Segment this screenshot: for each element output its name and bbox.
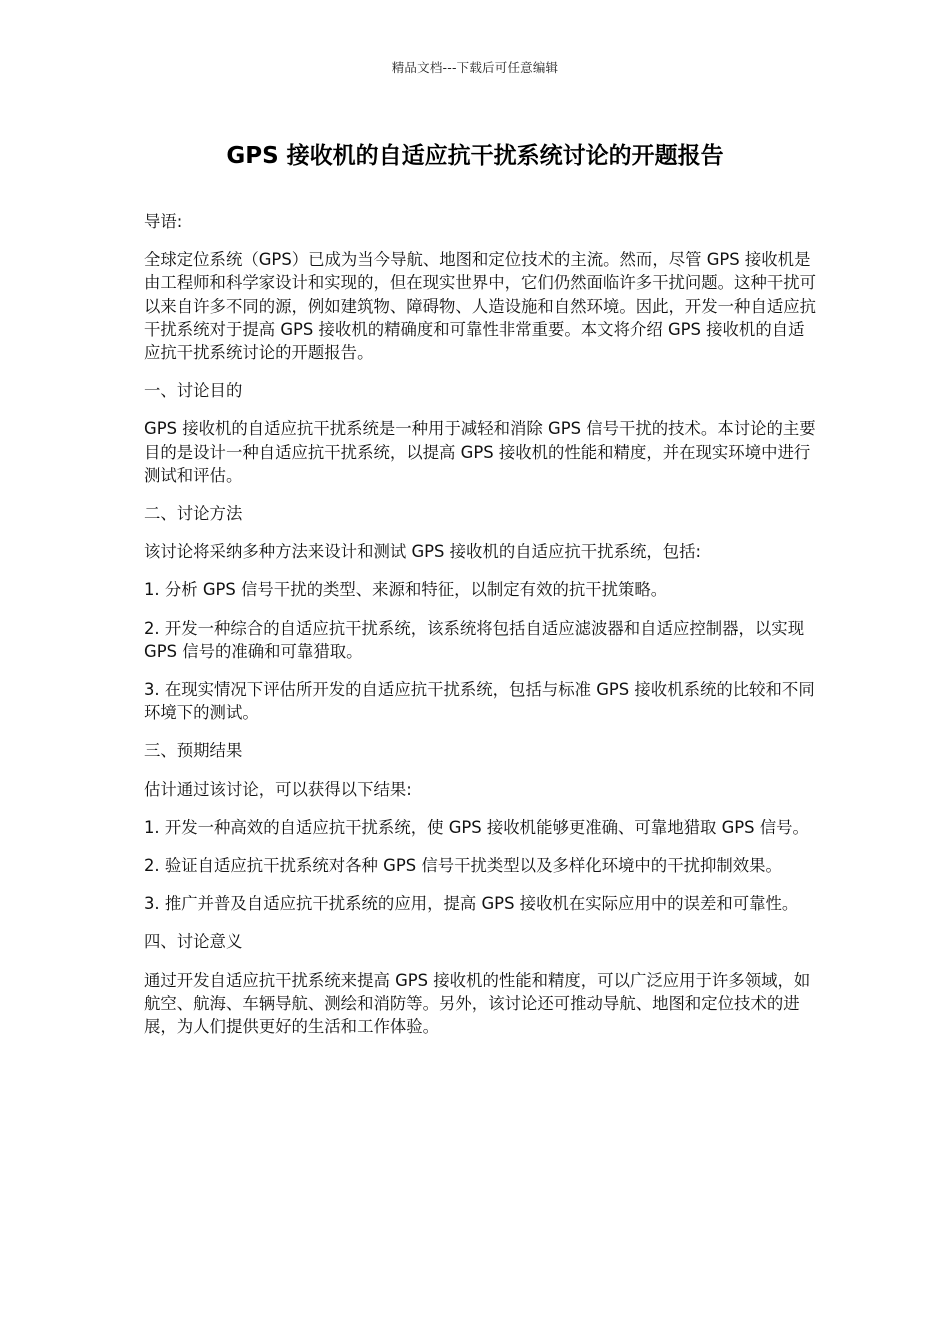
section-heading-results: 三、预期结果 — [144, 741, 243, 761]
document-title: GPS 接收机的自适应抗干扰系统讨论的开题报告 — [226, 143, 724, 169]
results-item-2: 2. 验证自适应抗干扰系统对各种 GPS 信号干扰类型以及多样化环境中的干扰抑制效果。 — [144, 856, 782, 876]
methods-item-3: 3. 在现实情况下评估所开发的自适应抗干扰系统，包括与标准 GPS 接收机系统的比较和不同环境下的测试。 — [144, 680, 815, 723]
purpose-paragraph: GPS 接收机的自适应抗干扰系统是一种用于减轻和消除 GPS 信号干扰的技术。本讨论的主要目的是设计一种自适应抗干扰系统，以提高 GPS 接收机的性能和精度，并在现实环境中进行测试和评估。 — [144, 419, 816, 485]
methods-intro-paragraph: 该讨论将采纳多种方法来设计和测试 GPS 接收机的自适应抗干扰系统，包括: — [144, 542, 702, 562]
page-header: 精品文档---下载后可任意编辑 — [391, 60, 559, 75]
methods-item-2: 2. 开发一种综合的自适应抗干扰系统，该系统将包括自适应滤波器和自适应控制器，以实现 GPS 信号的准确和可靠猎取。 — [144, 618, 805, 661]
significance-paragraph: 通过开发自适应抗干扰系统来提高 GPS 接收机的性能和精度，可以广泛应用于许多领域，如航空、航海、车辆导航、测绘和消防等。另外，该讨论还可推动导航、地图和定位技术的进展，为人们提供更好的生活和工作体验。 — [144, 970, 811, 1037]
intro-paragraph: 全球定位系统（GPS）已成为当今导航、地图和定位技术的主流。然而，尽管 GPS 接收机是由工程师和科学家设计和实现的，但在现实世界中，它们仍然面临许多干扰问题。这种干扰可以来自许多不同的源，例如建筑物、障碍物、人造设施和自然环境。因此，开发一种自适应抗干扰系统对于提高 GPS 接收机的精确度和可靠性非常重要。本文将介绍 GPS 接收机的自适应抗干扰系统讨论的开题报告。 — [144, 250, 817, 363]
results-item-1: 1. 开发一种高效的自适应抗干扰系统，使 GPS 接收机能够更准确、可靠地猎取 GPS 信号。 — [144, 817, 809, 837]
section-heading-significance: 四、讨论意义 — [144, 932, 243, 952]
results-intro-paragraph: 估计通过该讨论，可以获得以下结果: — [144, 779, 412, 799]
results-item-3: 3. 推广并普及自适应抗干扰系统的应用，提高 GPS 接收机在实际应用中的误差和可靠性。 — [144, 894, 799, 914]
section-heading-purpose: 一、讨论目的 — [144, 381, 243, 401]
document-body — [144, 210, 816, 1053]
intro-label: 导语: — [144, 212, 183, 231]
methods-item-1: 1. 分析 GPS 信号干扰的类型、来源和特征，以制定有效的抗干扰策略。 — [144, 580, 668, 600]
section-heading-methods: 二、讨论方法 — [144, 504, 243, 524]
